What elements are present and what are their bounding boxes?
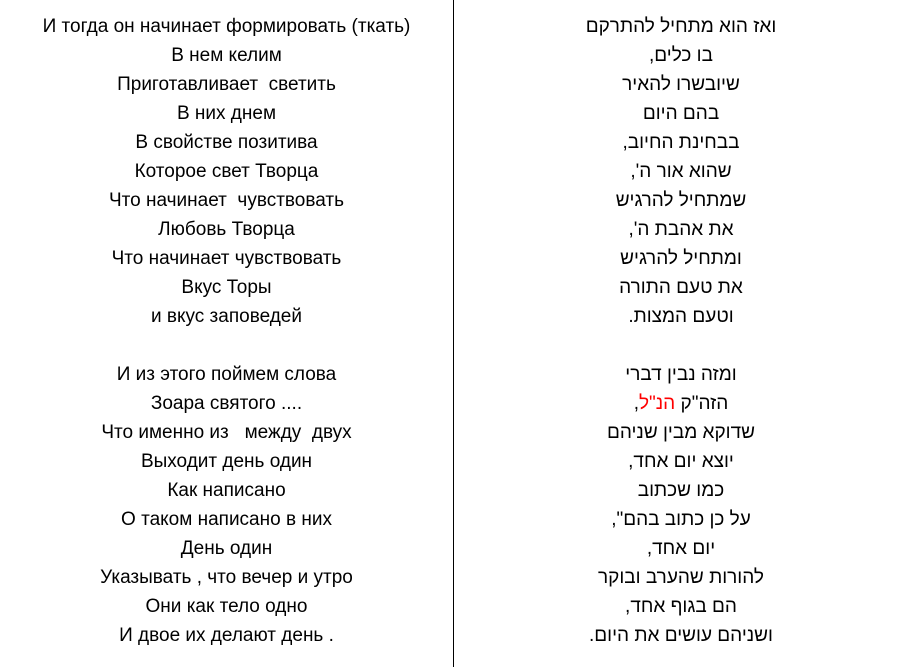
russian-line: Которое свет Творца (134, 161, 319, 182)
stanza-gap (454, 331, 908, 360)
hebrew-line: בהם היום (642, 103, 720, 124)
highlighted-text: הנ"ל (638, 393, 676, 414)
russian-line: В свойстве позитива (135, 132, 318, 153)
russian-line: Любовь Творца (158, 219, 295, 240)
russian-line: Что именно из между двух (101, 422, 352, 443)
hebrew-line: ואז הוא מתחיל להתרקם (585, 16, 777, 37)
hebrew-line: שהוא אור ה', (630, 161, 732, 182)
hebrew-punctuation: , (633, 393, 639, 414)
hebrew-line: יוצא יום אחד, (628, 451, 734, 472)
russian-line: Что начинает чувствовать (109, 190, 344, 211)
hebrew-line: שמתחיל להרגיש (615, 190, 747, 211)
hebrew-line: ושניהם עושים את היום. (589, 625, 773, 646)
hebrew-line: את טעם התורה (619, 277, 743, 298)
stanza-gap (0, 331, 453, 360)
russian-line: Как написано (167, 480, 286, 501)
hebrew-column (454, 12, 908, 650)
russian-line: О таком написано в них (121, 509, 332, 530)
hebrew-line: ומזה נבין דברי (625, 364, 737, 385)
russian-line: Что начинает чувствовать (111, 248, 342, 269)
russian-line: И тогда он начинает формировать (ткать) (42, 16, 411, 37)
hebrew-line: כמו שכתוב (637, 480, 725, 501)
russian-line: и вкус заповедей (150, 306, 302, 327)
russian-line: Указывать , что вечер и утро (100, 567, 353, 588)
russian-column (0, 12, 453, 650)
hebrew-line: את אהבת ה', (628, 219, 734, 240)
hebrew-line: הם בגוף אחד, (625, 596, 737, 617)
hebrew-line: בבחינת החיוב, (622, 132, 740, 153)
hebrew-line: וטעם המצות. (628, 306, 734, 327)
hebrew-line: שיובשרו להאיר (622, 74, 740, 95)
russian-line: И двое их делают день . (119, 625, 334, 646)
hebrew-line: להורות שהערב ובוקר (598, 567, 764, 588)
hebrew-line: על כן כתוב בהם", (611, 509, 751, 530)
russian-line: Вкус Торы (181, 277, 272, 298)
russian-line: В нем келим (171, 45, 282, 66)
russian-line: И из этого поймем слова (116, 364, 337, 385)
russian-line: Выходит день один (140, 451, 313, 472)
russian-line: День один (180, 538, 273, 559)
hebrew-line-with-highlight (454, 389, 908, 418)
russian-line: Они как тело одно (145, 596, 308, 617)
hebrew-text: הזה"ק (675, 393, 729, 414)
russian-line: Зоара святого .... (150, 393, 303, 414)
hebrew-line: שדוקא מבין שניהם (606, 422, 756, 443)
russian-line: Приготавливает светить (117, 74, 336, 95)
hebrew-line: יום אחד, (646, 538, 716, 559)
hebrew-line: בו כלים, (649, 45, 713, 66)
russian-line: В них днем (176, 103, 277, 124)
hebrew-line: ומתחיל להרגיש (620, 248, 742, 269)
